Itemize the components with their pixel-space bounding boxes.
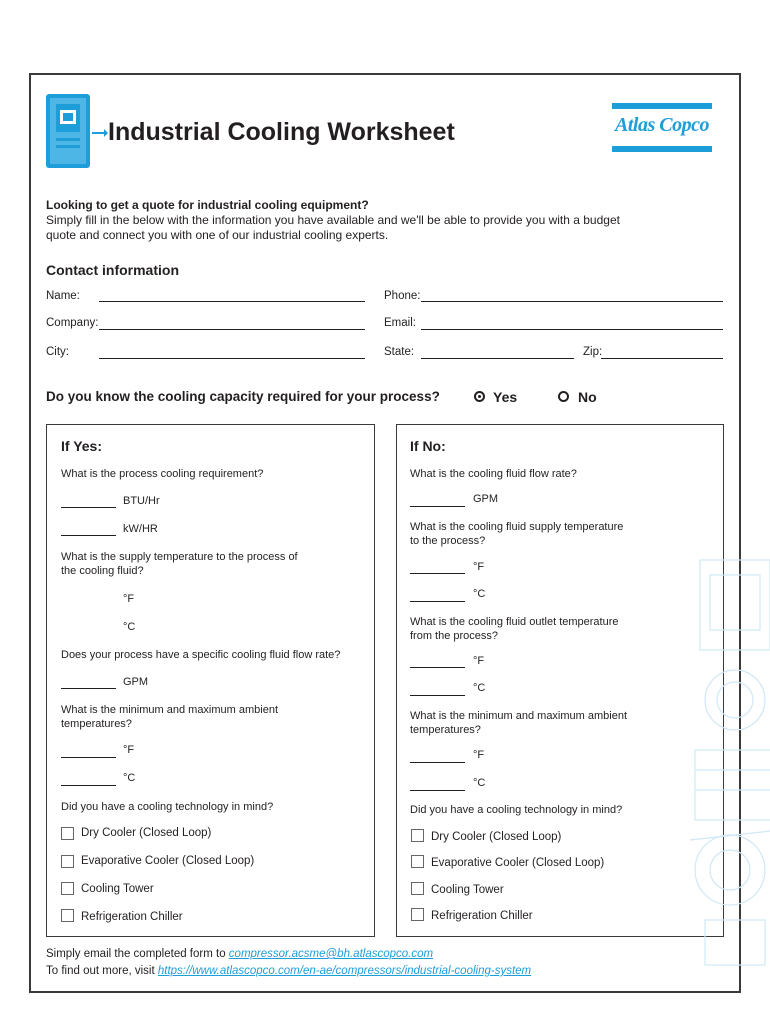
- yes-label: Yes: [493, 389, 518, 405]
- contact-heading: Contact information: [46, 262, 179, 278]
- no-evaporative-label: Evaporative Cooler (Closed Loop): [431, 857, 605, 869]
- yes-q1: What is the process cooling requirement?: [61, 468, 264, 480]
- kw-field[interactable]: [61, 535, 116, 536]
- yes-chiller-checkbox[interactable]: [61, 909, 74, 922]
- email-link[interactable]: compressor.acsme@bh.atlascopco.com: [228, 948, 434, 960]
- if-no-heading: If No:: [410, 438, 446, 454]
- no-radio[interactable]: [558, 391, 569, 402]
- name-field[interactable]: [99, 301, 365, 302]
- capacity-question: Do you know the cooling capacity required for your process?: [46, 389, 440, 404]
- yes-radio[interactable]: [474, 391, 485, 402]
- yes-q2-line2: the cooling fluid?: [61, 565, 144, 577]
- no-f2-field[interactable]: [410, 667, 465, 668]
- city-label: City:: [46, 346, 69, 358]
- yes-chiller-label: Refrigeration Chiller: [81, 911, 183, 923]
- email-label: Email:: [384, 317, 416, 329]
- machinery-sketch-graphic: [690, 540, 770, 980]
- yes-q5: Did you have a cooling technology in mind?: [61, 801, 274, 813]
- company-field[interactable]: [99, 329, 365, 330]
- yes-c1-unit: °C: [123, 621, 136, 633]
- no-q5: Did you have a cooling technology in mind?: [410, 804, 623, 816]
- footer-email-prefix: Simply email the completed form to: [46, 948, 229, 960]
- yes-c2-unit: °C: [123, 772, 136, 784]
- yes-evaporative-label: Evaporative Cooler (Closed Loop): [81, 855, 255, 867]
- yes-tower-checkbox[interactable]: [61, 882, 74, 895]
- no-q4-line1: What is the minimum and maximum ambient: [410, 710, 628, 722]
- no-c3-field[interactable]: [410, 790, 465, 791]
- no-c2-field[interactable]: [410, 695, 465, 696]
- website-link[interactable]: https://www.atlascopco.com/en-ae/compressors/industrial-cooling-system: [157, 965, 532, 977]
- yes-f1-unit: °F: [123, 593, 135, 605]
- yes-evaporative-checkbox[interactable]: [61, 855, 74, 868]
- no-q3: [410, 615, 619, 643]
- intro-text: [46, 213, 666, 243]
- yes-q2-line1: What is the supply temperature to the process of: [61, 551, 298, 563]
- no-f3-unit: °F: [473, 749, 485, 761]
- yes-q4-line2: temperatures?: [61, 718, 132, 730]
- intro-line-2: quote and connect you with one of our industrial cooling experts.: [46, 228, 389, 242]
- no-q2: [410, 520, 623, 548]
- no-evaporative-checkbox[interactable]: [411, 855, 424, 868]
- yes-q2: [61, 550, 298, 578]
- no-q2-line2: to the process?: [410, 535, 486, 547]
- logo-text: Atlas Copco: [615, 114, 709, 136]
- no-q3-line1: What is the cooling fluid outlet temperature: [410, 616, 619, 628]
- no-chiller-label: Refrigeration Chiller: [431, 910, 533, 922]
- phone-label: Phone:: [384, 290, 421, 302]
- no-f2-unit: °F: [473, 655, 485, 667]
- no-tower-checkbox[interactable]: [411, 882, 424, 895]
- yes-f2-field[interactable]: [61, 757, 116, 758]
- no-chiller-checkbox[interactable]: [411, 908, 424, 921]
- no-c1-unit: °C: [473, 588, 486, 600]
- yes-gpm-field[interactable]: [61, 688, 116, 689]
- no-q4-line2: temperatures?: [410, 724, 481, 736]
- no-q1: What is the cooling fluid flow rate?: [410, 468, 577, 480]
- no-c2-unit: °C: [473, 682, 486, 694]
- no-f3-field[interactable]: [410, 762, 465, 763]
- state-label: State:: [384, 346, 415, 358]
- yes-tower-label: Cooling Tower: [81, 883, 154, 895]
- footer-email-line: [46, 948, 433, 960]
- logo-bar-bottom: [612, 146, 712, 152]
- no-tower-label: Cooling Tower: [431, 884, 504, 896]
- page-title: Industrial Cooling Worksheet: [108, 118, 455, 146]
- logo-bar-top: [612, 103, 712, 109]
- no-gpm-field[interactable]: [410, 506, 465, 507]
- zip-label: Zip:: [583, 346, 603, 358]
- company-label: Company:: [46, 317, 99, 329]
- yes-q4-line1: What is the minimum and maximum ambient: [61, 704, 279, 716]
- footer-url-line: [46, 965, 531, 977]
- name-label: Name:: [46, 290, 80, 302]
- city-field[interactable]: [99, 358, 365, 359]
- footer-url-prefix: To find out more, visit: [46, 965, 158, 977]
- email-field[interactable]: [421, 329, 723, 330]
- no-c3-unit: °C: [473, 777, 486, 789]
- yes-c2-field[interactable]: [61, 785, 116, 786]
- no-q2-line1: What is the cooling fluid supply temperature: [410, 521, 624, 533]
- no-gpm-unit: GPM: [473, 493, 499, 505]
- no-f1-unit: °F: [473, 561, 485, 573]
- yes-dry-cooler-checkbox[interactable]: [61, 827, 74, 840]
- phone-field[interactable]: [421, 301, 723, 302]
- no-label: No: [578, 389, 597, 405]
- yes-q3: Does your process have a specific cooling fluid flow rate?: [61, 649, 341, 661]
- btu-unit: BTU/Hr: [123, 495, 160, 507]
- yes-q4: [61, 703, 278, 731]
- intro-line-1: Simply fill in the below with the information you have available and we'll be able to provide you with a budget: [46, 213, 620, 227]
- kw-unit: kW/HR: [123, 523, 158, 535]
- cooler-unit-icon: [44, 92, 108, 172]
- yes-dry-cooler-label: Dry Cooler (Closed Loop): [81, 827, 212, 839]
- no-q4: [410, 709, 627, 737]
- yes-f2-unit: °F: [123, 744, 135, 756]
- btu-field[interactable]: [61, 507, 116, 508]
- yes-gpm-unit: GPM: [123, 676, 149, 688]
- intro-heading: Looking to get a quote for industrial cooling equipment?: [46, 198, 369, 212]
- no-f1-field[interactable]: [410, 573, 465, 574]
- state-field[interactable]: [421, 358, 574, 359]
- if-yes-heading: If Yes:: [61, 438, 102, 454]
- no-dry-cooler-label: Dry Cooler (Closed Loop): [431, 831, 562, 843]
- no-dry-cooler-checkbox[interactable]: [411, 829, 424, 842]
- no-q3-line2: from the process?: [410, 630, 499, 642]
- zip-field[interactable]: [601, 358, 723, 359]
- no-c1-field[interactable]: [410, 601, 465, 602]
